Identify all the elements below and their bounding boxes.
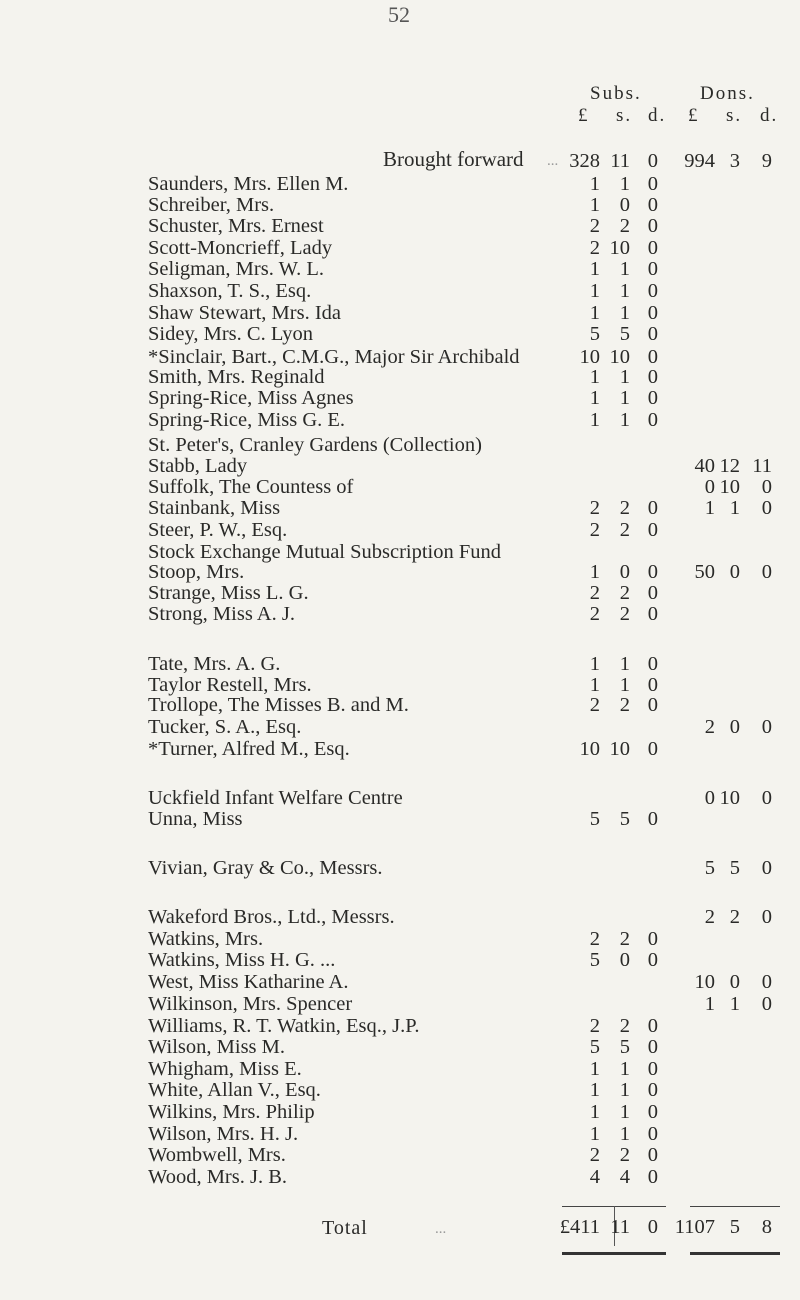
subs-amount: 0 bbox=[647, 1101, 658, 1123]
entry-name: Watkins, Mrs. bbox=[148, 928, 264, 950]
list-item bbox=[0, 674, 800, 696]
dons-amount: 0 bbox=[761, 971, 772, 993]
subs-amount: 0 bbox=[647, 674, 658, 696]
subs-amount: 2 bbox=[589, 237, 600, 259]
subs-amount: 1 bbox=[589, 561, 600, 583]
entry-name: Tate, Mrs. A. G. bbox=[148, 653, 281, 675]
total-dons-pence: 8 bbox=[761, 1216, 772, 1238]
subs-amount: 1 bbox=[589, 409, 600, 431]
subs-amount: 1 bbox=[589, 1058, 600, 1080]
subs-rule-bottom bbox=[562, 1252, 666, 1255]
list-item bbox=[0, 237, 800, 259]
list-item bbox=[0, 302, 800, 324]
entry-name: Wilkins, Mrs. Philip bbox=[148, 1101, 315, 1123]
subs-amount: 0 bbox=[647, 366, 658, 388]
dons-amount: 2 bbox=[704, 716, 715, 738]
dons-amount: 0 bbox=[761, 716, 772, 738]
subs-amount: 1 bbox=[589, 366, 600, 388]
subs-amount: 0 bbox=[647, 582, 658, 604]
subs-amount: 2 bbox=[589, 215, 600, 237]
subs-amount: 1 bbox=[589, 674, 600, 696]
subs-amount: 0 bbox=[647, 280, 658, 302]
subs-amount: 1 bbox=[589, 280, 600, 302]
bf-dons-shillings: 3 bbox=[729, 150, 740, 172]
bf-subs-shillings: 11 bbox=[610, 150, 630, 172]
subs-amount: 1 bbox=[619, 1123, 630, 1145]
dons-amount: 2 bbox=[704, 906, 715, 928]
subs-amount: 1 bbox=[619, 1079, 630, 1101]
dons-amount: 0 bbox=[761, 561, 772, 583]
dons-amount: 0 bbox=[704, 787, 715, 809]
subs-amount: 1 bbox=[619, 674, 630, 696]
bf-subs-pence: 0 bbox=[647, 150, 658, 172]
list-item bbox=[0, 857, 800, 879]
subs-amount: 0 bbox=[619, 194, 630, 216]
subs-amount: 10 bbox=[579, 738, 600, 760]
list-item bbox=[0, 949, 800, 971]
dons-amount: 0 bbox=[761, 857, 772, 879]
entry-name: West, Miss Katharine A. bbox=[148, 971, 349, 993]
subs-amount: 10 bbox=[609, 738, 630, 760]
list-item bbox=[0, 280, 800, 302]
list-item bbox=[0, 694, 800, 716]
subs-amount: 2 bbox=[619, 1144, 630, 1166]
list-item bbox=[0, 497, 800, 519]
bf-dons-pounds: 994 bbox=[684, 150, 715, 172]
subs-unit-pence: d. bbox=[648, 105, 667, 126]
subs-amount: 5 bbox=[619, 808, 630, 830]
list-item bbox=[0, 1079, 800, 1101]
subs-amount: 5 bbox=[589, 323, 600, 345]
list-item bbox=[0, 1101, 800, 1123]
subs-amount: 1 bbox=[589, 387, 600, 409]
entry-name: Strange, Miss L. G. bbox=[148, 582, 309, 604]
entry-name: *Sinclair, Bart., C.M.G., Major Sir Archibald bbox=[148, 346, 520, 368]
subs-amount: 0 bbox=[647, 346, 658, 368]
subs-amount: 0 bbox=[647, 387, 658, 409]
dons-amount: 2 bbox=[729, 906, 740, 928]
subs-amount: 0 bbox=[647, 653, 658, 675]
total-label: Total bbox=[322, 1217, 368, 1239]
entry-name: Stock Exchange Mutual Subscription Fund bbox=[148, 541, 502, 563]
entry-name: Suffolk, The Countess of bbox=[148, 476, 354, 498]
subs-amount: 2 bbox=[619, 1015, 630, 1037]
subs-amount: 0 bbox=[647, 519, 658, 541]
list-item bbox=[0, 1144, 800, 1166]
entry-name: Stoop, Mrs. bbox=[148, 561, 245, 583]
ledger-page: 52 Subs. Dons. £ s. d. £ s. d. Brought forward ... 328 11 0 994 3 9 Saunders, Mrs. Ellen M. 1 1 0 Schreiber, Mrs. 1 0 0 Schuster, Mrs. Ernest 2 2 0 Scott-Moncrieff, Lady 2 10 0 Seligman, Mrs. W. L. 1 1 0 Shaxson, T. S., Esq. 1 1 0 Shaw Stewart, Mrs. Ida 1 1 0 Sidey, Mrs. C. Lyon 5 5 0 *Sinclair, Bart., C.M.G., Major Sir Archibald 10 10 0 Smith, Mrs. Reginald 1 1 0 Spring-Rice, Miss Agnes 1 1 0 Spring-Rice, Miss G. E. 1 1 0 St. Peter's, Cranley Gardens (Collection) Stabb, Lady 40 12 11 Suffolk, The Countess of 0 10 0 Stainbank, Miss 2 2 0 1 1 0 Steer, P. W., Esq. 2 2 0 Stock Exchange Mutual Subscription Fund Stoop, Mrs. 1 0 0 50 0 0 Strange, Miss L. G. 2 2 0 Strong, Miss A. J. 2 2 0 Tate, Mrs. A. G. 1 1 0 Taylor Restell, Mrs. 1 1 0 Trollope, The Misses B. and M. 2 2 0 Tucker, S. A., Esq. 2 0 0 *Turner, Alfred M., Esq. 10 10 0 Uckfield Infant Welfare Centre 0 10 0 Unna, Miss 5 5 0 Vivian, Gray & Co., Messrs. 5 5 0 Wakeford Bros., Ltd., Messrs. 2 2 0 Watkins, Mrs. 2 2 0 Watkins, Miss H. G. ... 5 0 0 West, Miss Katharine A. 10 0 0 Wilkinson, Mrs. Spencer 1 1 0 Williams, R. T. Watkin, Esq., J.P. 2 2 0 Wilson, Miss M. 5 5 0 Whigham, Miss E. 1 1 0 White, Allan V., Esq. 1 1 0 Wilkins, Mrs. Philip 1 1 0 Wilson, Mrs. H. J. 1 1 0 Wombwell, Mrs. 2 2 0 Wood, Mrs. J. B. 4 4 0 Total ... £411 11 0 1107 5 8 bbox=[0, 0, 800, 1300]
entry-name: Stainbank, Miss bbox=[148, 497, 281, 519]
subs-amount: 0 bbox=[647, 497, 658, 519]
entry-name: Sidey, Mrs. C. Lyon bbox=[148, 323, 313, 345]
subs-amount: 2 bbox=[589, 1144, 600, 1166]
dons-amount: 1 bbox=[729, 993, 740, 1015]
dons-amount: 11 bbox=[752, 455, 772, 477]
subs-amount: 1 bbox=[619, 409, 630, 431]
list-item bbox=[0, 434, 800, 456]
subs-amount: 2 bbox=[619, 215, 630, 237]
entry-name: Schuster, Mrs. Ernest bbox=[148, 215, 324, 237]
entry-name: Spring-Rice, Miss Agnes bbox=[148, 387, 354, 409]
subs-amount: 0 bbox=[647, 1123, 658, 1145]
dons-amount: 40 bbox=[694, 455, 715, 477]
subs-amount: 4 bbox=[589, 1166, 600, 1188]
total-row bbox=[0, 1216, 800, 1238]
dons-unit-pounds: £ bbox=[688, 105, 700, 126]
subs-amount: 0 bbox=[647, 808, 658, 830]
entry-name: Smith, Mrs. Reginald bbox=[148, 366, 325, 388]
subs-amount: 0 bbox=[647, 561, 658, 583]
list-item bbox=[0, 173, 800, 195]
entry-name: Wilkinson, Mrs. Spencer bbox=[148, 993, 353, 1015]
subs-amount: 0 bbox=[647, 409, 658, 431]
total-dons-pounds: 1107 bbox=[674, 1216, 715, 1238]
subs-amount: 5 bbox=[589, 808, 600, 830]
brought-forward-label: Brought forward bbox=[383, 147, 524, 171]
entry-name: Taylor Restell, Mrs. bbox=[148, 674, 312, 696]
subs-amount: 0 bbox=[647, 1144, 658, 1166]
subs-amount: 0 bbox=[647, 738, 658, 760]
list-item bbox=[0, 582, 800, 604]
entry-name: Unna, Miss bbox=[148, 808, 243, 830]
list-item bbox=[0, 476, 800, 498]
entry-name: Wilson, Mrs. H. J. bbox=[148, 1123, 299, 1145]
subs-amount: 0 bbox=[647, 237, 658, 259]
list-item bbox=[0, 519, 800, 541]
list-item bbox=[0, 808, 800, 830]
list-item bbox=[0, 323, 800, 345]
brought-forward-row bbox=[0, 150, 800, 172]
subs-amount: 1 bbox=[589, 1079, 600, 1101]
subs-amount: 0 bbox=[647, 258, 658, 280]
list-item bbox=[0, 258, 800, 280]
bf-subs-pounds: 328 bbox=[569, 150, 600, 172]
subs-amount: 2 bbox=[619, 928, 630, 950]
dons-amount: 1 bbox=[704, 497, 715, 519]
subs-amount: 5 bbox=[619, 1036, 630, 1058]
dons-amount: 5 bbox=[729, 857, 740, 879]
dons-amount: 10 bbox=[719, 787, 740, 809]
entry-name: Saunders, Mrs. Ellen M. bbox=[148, 173, 349, 195]
subs-amount: 1 bbox=[589, 653, 600, 675]
dons-rule-bottom bbox=[690, 1252, 780, 1255]
total-subs-pounds: £411 bbox=[559, 1216, 600, 1238]
entry-name: Wood, Mrs. J. B. bbox=[148, 1166, 288, 1188]
subs-amount: 0 bbox=[647, 928, 658, 950]
subs-amount: 0 bbox=[647, 1036, 658, 1058]
dons-unit-pence: d. bbox=[760, 105, 779, 126]
subs-amount: 10 bbox=[579, 346, 600, 368]
list-item bbox=[0, 194, 800, 216]
subs-amount: 2 bbox=[589, 928, 600, 950]
list-item bbox=[0, 366, 800, 388]
dons-amount: 1 bbox=[704, 993, 715, 1015]
list-item bbox=[0, 653, 800, 675]
entry-name: Watkins, Miss H. G. ... bbox=[148, 949, 336, 971]
dons-amount: 0 bbox=[704, 476, 715, 498]
list-item bbox=[0, 906, 800, 928]
subs-amount: 1 bbox=[619, 258, 630, 280]
entry-name: *Turner, Alfred M., Esq. bbox=[148, 738, 350, 760]
dons-amount: 0 bbox=[761, 906, 772, 928]
subs-amount: 0 bbox=[647, 1079, 658, 1101]
list-item bbox=[0, 1015, 800, 1037]
subs-amount: 1 bbox=[619, 1058, 630, 1080]
subs-amount: 2 bbox=[589, 603, 600, 625]
subs-unit-pounds: £ bbox=[578, 105, 590, 126]
subs-amount: 2 bbox=[619, 497, 630, 519]
subs-amount: 0 bbox=[647, 194, 658, 216]
dons-amount: 0 bbox=[761, 476, 772, 498]
dons-amount: 10 bbox=[719, 476, 740, 498]
total-dons-shillings: 5 bbox=[729, 1216, 740, 1238]
subs-amount: 1 bbox=[619, 280, 630, 302]
subs-amount: 2 bbox=[589, 694, 600, 716]
subs-amount: 0 bbox=[647, 1015, 658, 1037]
entry-name: Scott-Moncrieff, Lady bbox=[148, 237, 333, 259]
subs-amount: 1 bbox=[619, 366, 630, 388]
subs-amount: 1 bbox=[619, 1101, 630, 1123]
subs-amount: 5 bbox=[619, 323, 630, 345]
subs-amount: 0 bbox=[647, 173, 658, 195]
subs-amount: 0 bbox=[647, 603, 658, 625]
entry-name: Whigham, Miss E. bbox=[148, 1058, 302, 1080]
subs-header: Subs. bbox=[590, 83, 642, 104]
subs-amount: 1 bbox=[589, 1101, 600, 1123]
bf-dons-pence: 9 bbox=[761, 150, 772, 172]
subs-amount: 2 bbox=[619, 582, 630, 604]
subs-amount: 0 bbox=[647, 694, 658, 716]
entry-name: Shaw Stewart, Mrs. Ida bbox=[148, 302, 342, 324]
subs-amount: 1 bbox=[619, 653, 630, 675]
entry-name: Wombwell, Mrs. bbox=[148, 1144, 286, 1166]
dons-amount: 0 bbox=[729, 561, 740, 583]
subs-amount: 1 bbox=[619, 387, 630, 409]
list-item bbox=[0, 409, 800, 431]
subs-amount: 2 bbox=[619, 694, 630, 716]
list-item bbox=[0, 346, 800, 368]
entry-name: Steer, P. W., Esq. bbox=[148, 519, 288, 541]
subs-amount: 0 bbox=[619, 949, 630, 971]
subs-amount: 1 bbox=[589, 173, 600, 195]
list-item bbox=[0, 1036, 800, 1058]
entry-name: White, Allan V., Esq. bbox=[148, 1079, 321, 1101]
list-item bbox=[0, 928, 800, 950]
dons-amount: 0 bbox=[761, 787, 772, 809]
list-item bbox=[0, 971, 800, 993]
subs-amount: 0 bbox=[647, 1058, 658, 1080]
subs-amount: 0 bbox=[647, 302, 658, 324]
entry-name: Wilson, Miss M. bbox=[148, 1036, 286, 1058]
entry-name: St. Peter's, Cranley Gardens (Collection) bbox=[148, 434, 482, 456]
entry-name: Vivian, Gray & Co., Messrs. bbox=[148, 857, 383, 879]
entry-name: Trollope, The Misses B. and M. bbox=[148, 694, 409, 716]
list-item bbox=[0, 215, 800, 237]
list-item bbox=[0, 738, 800, 760]
total-subs-shillings: 11 bbox=[610, 1216, 630, 1238]
list-item bbox=[0, 561, 800, 583]
subs-amount: 0 bbox=[647, 1166, 658, 1188]
entry-name: Seligman, Mrs. W. L. bbox=[148, 258, 324, 280]
list-item bbox=[0, 541, 800, 563]
subs-amount: 1 bbox=[619, 302, 630, 324]
dons-amount: 1 bbox=[729, 497, 740, 519]
list-item bbox=[0, 993, 800, 1015]
subs-amount: 2 bbox=[589, 582, 600, 604]
list-item bbox=[0, 1123, 800, 1145]
dons-amount: 10 bbox=[694, 971, 715, 993]
list-item bbox=[0, 787, 800, 809]
subs-unit-shillings: s. bbox=[616, 105, 633, 126]
subs-amount: 2 bbox=[619, 603, 630, 625]
subs-amount: 5 bbox=[589, 949, 600, 971]
subs-amount: 0 bbox=[647, 949, 658, 971]
subs-amount: 0 bbox=[619, 561, 630, 583]
dons-amount: 0 bbox=[761, 993, 772, 1015]
list-item bbox=[0, 387, 800, 409]
subs-amount: 1 bbox=[619, 173, 630, 195]
entry-name: Schreiber, Mrs. bbox=[148, 194, 275, 216]
entry-name: Strong, Miss A. J. bbox=[148, 603, 295, 625]
subs-amount: 1 bbox=[589, 302, 600, 324]
list-item bbox=[0, 455, 800, 477]
subs-amount: 1 bbox=[589, 1123, 600, 1145]
dons-rule-top bbox=[690, 1206, 780, 1207]
list-item bbox=[0, 1058, 800, 1080]
dons-amount: 5 bbox=[704, 857, 715, 879]
entry-name: Stabb, Lady bbox=[148, 455, 248, 477]
subs-amount: 2 bbox=[589, 497, 600, 519]
subs-amount: 10 bbox=[609, 237, 630, 259]
subs-amount: 1 bbox=[589, 258, 600, 280]
subs-amount: 2 bbox=[589, 1015, 600, 1037]
dons-amount: 0 bbox=[729, 716, 740, 738]
list-item bbox=[0, 716, 800, 738]
subs-amount: 1 bbox=[589, 194, 600, 216]
subs-amount: 2 bbox=[589, 519, 600, 541]
list-item bbox=[0, 1166, 800, 1188]
entry-name: Williams, R. T. Watkin, Esq., J.P. bbox=[148, 1015, 420, 1037]
subs-amount: 0 bbox=[647, 215, 658, 237]
entry-name: Wakeford Bros., Ltd., Messrs. bbox=[148, 906, 395, 928]
dons-amount: 12 bbox=[719, 455, 740, 477]
page-number: 52 bbox=[388, 2, 410, 27]
subs-amount: 10 bbox=[609, 346, 630, 368]
dons-amount: 0 bbox=[761, 497, 772, 519]
entry-name: Shaxson, T. S., Esq. bbox=[148, 280, 312, 302]
subs-amount: 5 bbox=[589, 1036, 600, 1058]
dons-unit-shillings: s. bbox=[726, 105, 743, 126]
dons-amount: 0 bbox=[729, 971, 740, 993]
subs-amount: 0 bbox=[647, 323, 658, 345]
subs-amount: 2 bbox=[619, 519, 630, 541]
entry-name: Uckfield Infant Welfare Centre bbox=[148, 787, 403, 809]
dons-header: Dons. bbox=[700, 83, 755, 104]
dons-amount: 50 bbox=[694, 561, 715, 583]
list-item bbox=[0, 603, 800, 625]
subs-amount: 4 bbox=[619, 1166, 630, 1188]
entry-name: Spring-Rice, Miss G. E. bbox=[148, 409, 346, 431]
entry-name: Tucker, S. A., Esq. bbox=[148, 716, 302, 738]
total-subs-pence: 0 bbox=[647, 1216, 658, 1238]
